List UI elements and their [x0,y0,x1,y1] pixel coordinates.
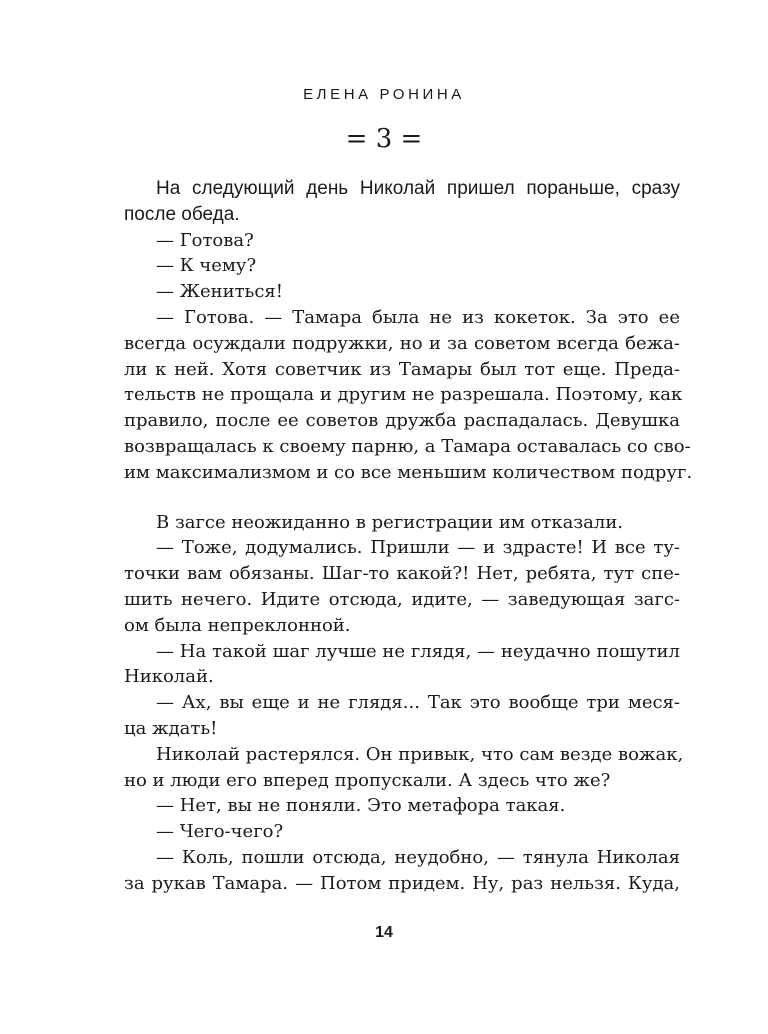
text-line: ца ждать! [124,717,218,739]
paragraph [124,176,680,228]
paragraph [124,305,693,486]
paragraph [124,228,680,254]
chapter-number: = 3 = [345,124,423,154]
paragraph [124,639,680,691]
text-line: но и люди его вперед пропускали. А здесь что же? [124,769,611,791]
text-line: — На такой шаг лучше не глядя, — неудачно пошутил [156,640,680,662]
text-line: точки вам обязаны. Шаг-то какой?! Нет, ребята, тут спе- [124,563,680,585]
text-line: — Готова? [156,229,254,251]
paragraph [124,793,680,819]
text-line: за рукав Тамара. — Потом придем. Ну, раз нельзя. Куда, [124,872,680,894]
text-line: — Нет, вы не поняли. Это метафора такая. [156,795,566,817]
text-line: Николай растерялся. Он привык, что сам везде вожак, [156,743,684,765]
text-line: шить нечего. Идите отсюда, идите, — заведующая загс- [124,588,680,610]
paragraph-gap [124,486,680,510]
text-line: — Коль, пошли отсюда, неудобно, — тянула Николая [156,846,680,868]
paragraph [124,690,680,742]
text-line: Николай. [124,666,214,688]
paragraph [124,845,680,897]
text-line: — Тоже, додумались. Пришли — и здрасте! И все ту- [156,537,680,559]
text-line: В загсе неожиданно в регистрации им отказали. [156,511,624,533]
text-line: ли к ней. Хотя советчик из Тамары был тот еще. Преда- [124,358,680,380]
text-line: правило, после ее советов дружба распадалась. Девушка [124,410,680,432]
text-line: возвращалась к своему парню, а Тамара оставалась со сво- [124,435,691,457]
text-line: ом была непреклонной. [124,614,351,636]
text-line: — К чему? [156,255,257,277]
text-line: — Жениться! [156,281,284,303]
body-text [124,176,693,897]
paragraph [124,279,680,305]
running-head-author: ЕЛЕНА РОНИНА [303,86,465,103]
text-line: — Ах, вы еще и не глядя... Так это вообще три меся- [156,692,680,714]
text-line: им максимализмом и со все меньшим количеством подруг. [124,461,693,483]
page-number: 14 [375,924,393,941]
paragraph [124,510,680,536]
text-line: после обеда. [124,203,240,225]
paragraph [124,742,684,794]
text-line: всегда осуждали подружки, но и за советом всегда бежа- [124,332,680,354]
text-line: — Готова. — Тамара была не из кокеток. За это ее [156,306,680,328]
text-line: — Чего-чего? [156,821,284,843]
paragraph [124,819,680,845]
text-line: На следующий день Николай пришел пораньше, сразу [156,178,680,199]
paragraph [124,253,680,279]
text-line: тельств не прощала и другим не разрешала. Поэтому, как [124,384,683,406]
paragraph [124,535,680,638]
